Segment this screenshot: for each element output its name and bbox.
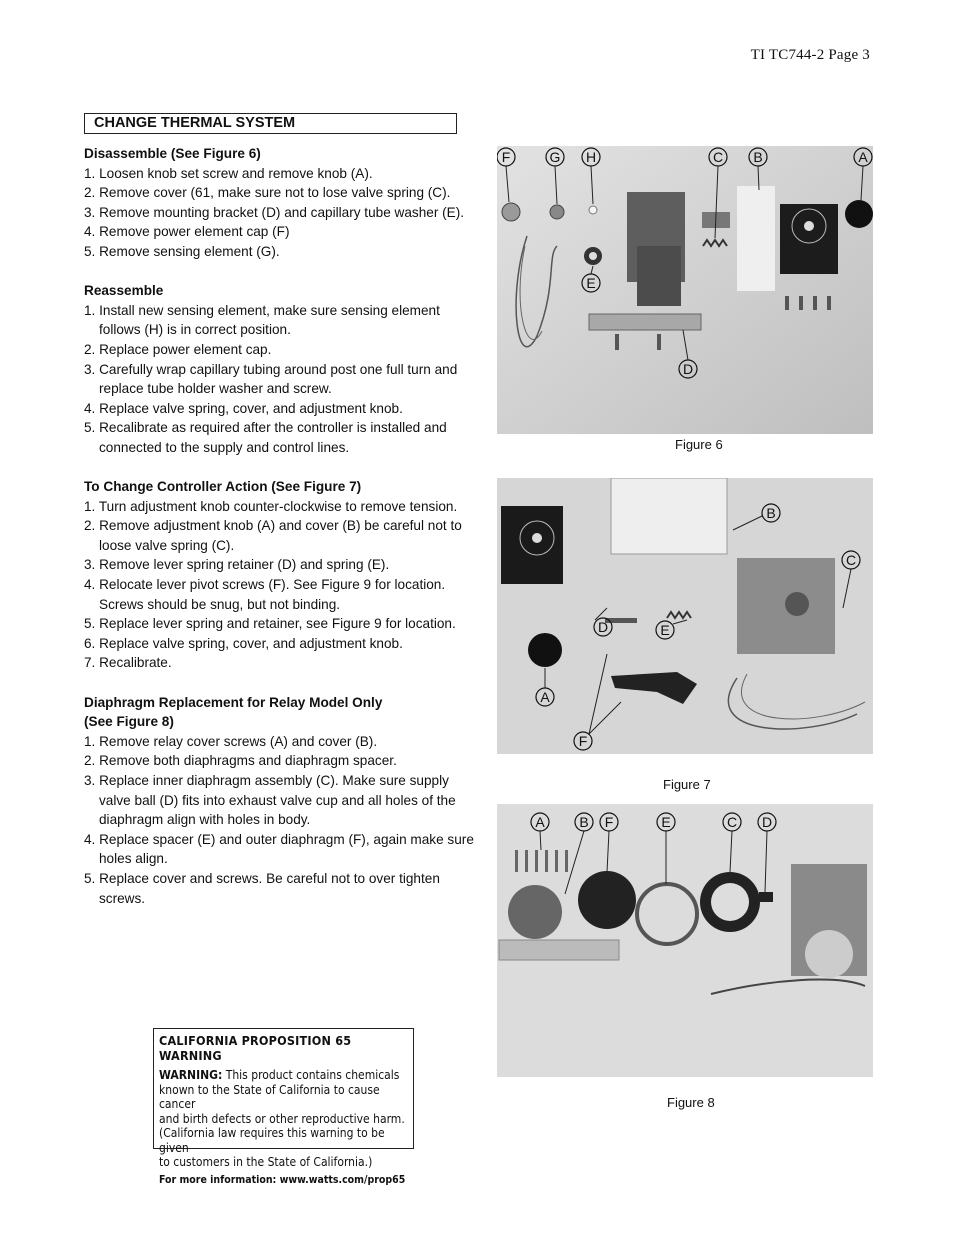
warning-line: known to the State of California to cause cancer [159, 1082, 380, 1111]
section-title: CHANGE THERMAL SYSTEM [84, 113, 457, 134]
figure-7-caption: Figure 7 [663, 777, 711, 792]
label-G: G [549, 149, 561, 165]
label-F: F [604, 814, 614, 830]
instructions-column [84, 113, 474, 908]
label-D: D [761, 814, 773, 830]
list-item: 5. Replace cover and screws. Be careful not to over tighten screws. [84, 870, 440, 906]
page-reference: TI TC744-2 Page 3 [750, 47, 870, 63]
label-E: E [661, 814, 671, 830]
figure-8-caption: Figure 8 [667, 1095, 715, 1110]
warning-title: CALIFORNIA PROPOSITION 65 WARNING [159, 1033, 352, 1063]
disassemble-heading: Disassemble (See Figure 6) [84, 146, 261, 161]
reassemble-heading: Reassemble [84, 283, 164, 299]
label-B: B [766, 505, 776, 521]
list-item: 1. Turn adjustment knob counter-clockwise to remove tension. [84, 498, 458, 514]
figure-6-caption: Figure 6 [675, 437, 723, 452]
label-H: H [585, 149, 597, 165]
label-A: A [535, 814, 545, 830]
list-item: 3. Remove mounting bracket (D) and capillary tube washer (E). [84, 204, 465, 220]
list-item: 4. Replace spacer (E) and outer diaphragm (F), again make sure holes align. [84, 831, 474, 867]
disassemble-steps [84, 164, 474, 262]
list-item: 1. Install new sensing element, make sure sensing element follows (H) is in correct position. [84, 302, 440, 338]
list-item: 4. Remove power element cap (F) [84, 224, 290, 240]
label-E: E [660, 622, 670, 638]
diaphragm-heading-ref: (See Figure 8) [84, 714, 174, 730]
list-item: 6. Replace valve spring, cover, and adjustment knob. [84, 635, 403, 651]
list-item: 2. Remove adjustment knob (A) and cover (B) be careful not to loose valve spring (C). [84, 518, 462, 553]
controller-action-steps [84, 497, 474, 673]
label-B: B [579, 814, 589, 830]
figure-7-photo [497, 478, 873, 754]
list-item: 3. Remove lever spring retainer (D) and spring (E). [84, 557, 390, 573]
warning-info: For more information: www.watts.com/prop65 [159, 1173, 406, 1186]
diaphragm-steps [84, 732, 474, 908]
figure-6-photo [497, 146, 873, 434]
prop65-warning-box [153, 1028, 414, 1186]
label-D: D [682, 361, 694, 377]
label-F: F [578, 733, 588, 749]
list-item: 3. Carefully wrap capillary tubing around post one full turn and replace tube holder washer and screw. [84, 361, 458, 397]
list-item: 5. Remove sensing element (G). [84, 243, 280, 259]
label-D: D [597, 619, 609, 635]
list-item: 5. Recalibrate as required after the controller is installed and connected to the supply and control lines. [84, 420, 447, 455]
reassemble-steps [84, 301, 474, 458]
list-item: 7. Recalibrate. [84, 655, 172, 671]
list-item: 4. Replace valve spring, cover, and adjustment knob. [84, 400, 403, 416]
list-item: 2. Remove cover (61, make sure not to lose valve spring (C). [84, 185, 451, 201]
warning-line: and birth defects or other reproductive harm. [159, 1111, 405, 1126]
warning-line: to customers in the State of California.) [159, 1155, 373, 1169]
label-C: C [712, 149, 724, 165]
list-item: 3. Replace inner diaphragm assembly (C). Make sure supply valve ball (D) fits into exhaust valve cup and all holes of the diaphragm align with holes in body. [84, 773, 456, 828]
controller-action-heading: To Change Controller Action (See Figure 7) [84, 479, 362, 495]
warning-lead: WARNING: [159, 1068, 223, 1082]
list-item: 4. Relocate lever pivot screws (F). See Figure 9 for location. Screws should be snug, but not binding. [84, 577, 446, 612]
diaphragm-heading: Diaphragm Replacement for Relay Model Only [84, 694, 383, 710]
warning-line: (California law requires this warning to be given [159, 1126, 385, 1155]
label-F: F [501, 149, 511, 165]
label-B: B [753, 149, 763, 165]
label-E: E [586, 275, 596, 291]
label-A: A [540, 689, 550, 705]
label-A: A [858, 149, 868, 165]
list-item: 2. Remove both diaphragms and diaphragm spacer. [84, 753, 397, 769]
list-item: 1. Loosen knob set screw and remove knob (A). [84, 165, 373, 181]
figure-8-photo [497, 804, 873, 1077]
warning-line: This product contains chemicals [222, 1068, 400, 1082]
label-C: C [845, 552, 857, 568]
list-item: 5. Replace lever spring and retainer, see Figure 9 for location. [84, 616, 456, 632]
list-item: 1. Remove relay cover screws (A) and cover (B). [84, 733, 378, 749]
label-C: C [726, 814, 738, 830]
list-item: 2. Replace power element cap. [84, 341, 272, 357]
